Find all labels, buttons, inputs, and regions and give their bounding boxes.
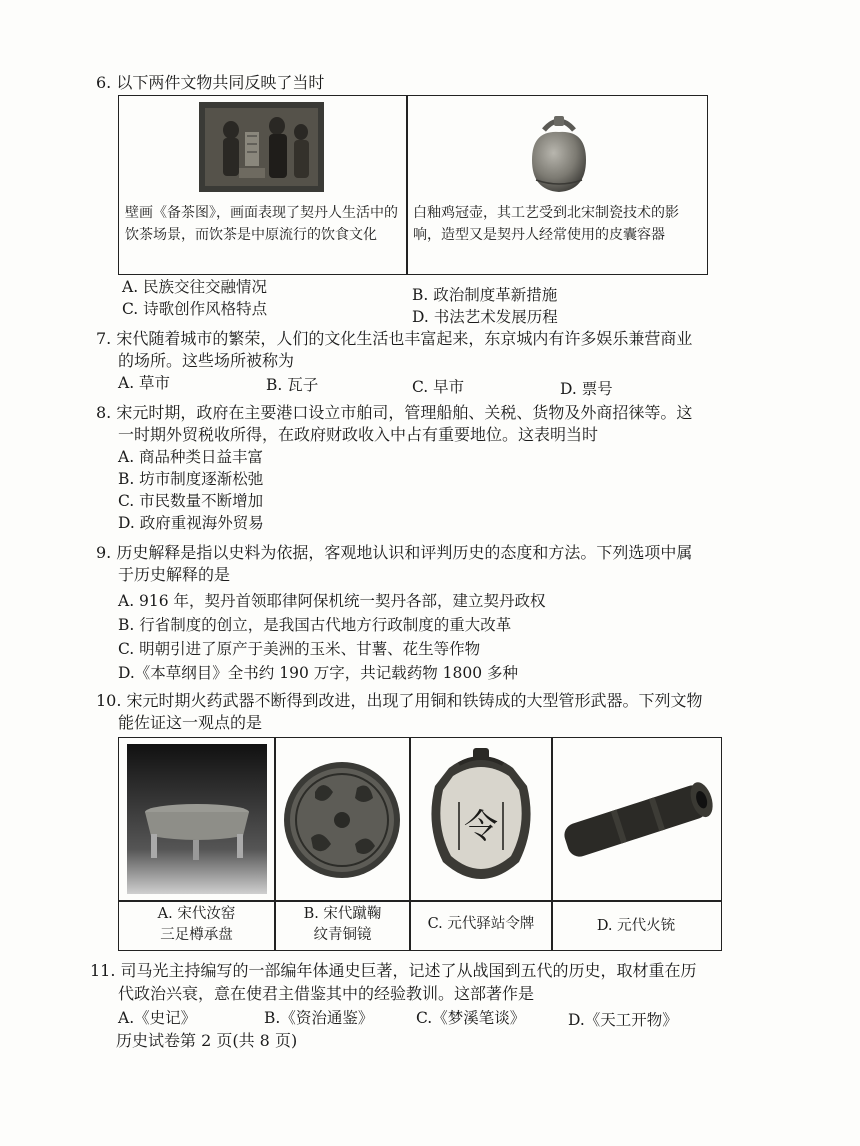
q8-option-c: C. 市民数量不断增加 <box>118 492 264 510</box>
yuan-post-station-token-image <box>419 746 543 894</box>
q11-option-d: D.《天工开物》 <box>568 1011 678 1029</box>
q7-option-b: B. 瓦子 <box>266 376 319 394</box>
q11-option-b: B.《资治通鉴》 <box>264 1009 374 1027</box>
q7-stem-line2: 的场所。这些场所被称为 <box>118 351 295 370</box>
q6-artifact-box <box>118 95 708 275</box>
q7-option-a: A. 草市 <box>118 374 171 392</box>
q11-option-c: C.《梦溪笔谈》 <box>416 1009 526 1027</box>
yuan-hand-cannon-image <box>555 748 717 894</box>
q7-option-c: C. 早市 <box>412 378 465 396</box>
q10-cell-b-line2: 纹青铜镜 <box>313 927 372 943</box>
q10-cell-a <box>119 904 274 946</box>
q8-stem-line2: 一时期外贸税收所得，在政府财政收入中占有重要地位。这表明当时 <box>118 425 599 444</box>
q9-option-b: B. 行省制度的创立，是我国古代地方行政制度的重大改革 <box>118 616 512 634</box>
q10-cell-b-line1: B. 宋代蹴鞠 <box>303 906 382 922</box>
q10-stem-line2: 能佐证这一观点的是 <box>118 713 263 732</box>
ru-ware-tripod-dish-image <box>127 744 267 894</box>
q6-option-b: B. 政治制度革新措施 <box>412 286 558 304</box>
q8-stem-line1: 8. 宋元时期，政府在主要港口设立市舶司，管理船舶、关税、货物及外商招徕等。这 <box>96 403 693 422</box>
page-footer: 历史试卷第 2 页(共 8 页) <box>116 1031 298 1050</box>
q10-artifact-table <box>118 737 722 951</box>
q8-option-d: D. 政府重视海外贸易 <box>118 514 264 532</box>
q6-stem: 6. 以下两件文物共同反映了当时 <box>96 73 325 92</box>
q10-cell-a-line2: 三足樽承盘 <box>160 927 233 943</box>
q9-stem-line1: 9. 历史解释是指以史料为依据，客观地认识和评判历史的态度和方法。下列选项中属 <box>96 543 693 562</box>
q11-option-a: A.《史记》 <box>118 1009 197 1027</box>
q7-option-d: D. 票号 <box>560 380 613 398</box>
q7-stem-line1: 7. 宋代随着城市的繁荣，人们的文化生活也丰富起来，东京城内有许多娱乐兼营商业 <box>96 329 693 348</box>
q9-stem-line2: 于历史解释的是 <box>118 565 231 584</box>
chicken-crest-pot-image <box>514 110 604 200</box>
q11-stem-line2: 代政治兴衰，意在使君主借鉴其中的经验教训。这部著作是 <box>118 984 535 1003</box>
mural-image <box>199 102 324 192</box>
q6-left-caption: 壁画《备茶图》，画面表现了契丹人生活中的饮茶场景，而饮茶是中原流行的饮食文化 <box>125 205 398 243</box>
q8-option-b: B. 坊市制度逐渐松弛 <box>118 470 264 488</box>
q6-option-d: D. 书法艺术发展历程 <box>412 308 558 326</box>
q6-option-c: C. 诗歌创作风格特点 <box>122 300 268 318</box>
q10-row-divider <box>119 900 721 902</box>
q10-cell-b <box>276 904 409 946</box>
q11-stem-line1: 11. 司马光主持编写的一部编年体通史巨著，记述了从战国到五代的历史，取材重在历 <box>90 961 697 980</box>
q10-cell-d: D. 元代火铳 <box>596 918 676 934</box>
cuju-bronze-mirror-image <box>279 748 405 892</box>
q10-stem-line1: 10. 宋元时期火药武器不断得到改进，出现了用铜和铁铸成的大型管形武器。下列文物 <box>96 691 703 710</box>
q6-right-caption: 白釉鸡冠壶，其工艺受到北宋制瓷技术的影响，造型又是契丹人经常使用的皮囊容器 <box>413 205 679 243</box>
q6-box-divider <box>406 96 408 274</box>
q9-option-a: A. 916 年，契丹首领耶律阿保机统一契丹各部，建立契丹政权 <box>118 592 546 610</box>
q8-option-a: A. 商品种类日益丰富 <box>118 448 264 466</box>
q6-option-a: A. 民族交往交融情况 <box>122 278 268 296</box>
token-glyph: 令 <box>464 807 498 847</box>
q10-cell-a-line1: A. 宋代汝窑 <box>157 906 236 922</box>
q9-option-d: D.《本草纲目》全书约 190 万字，共记载药物 1800 多种 <box>118 664 519 682</box>
q9-option-c: C. 明朝引进了原产于美洲的玉米、甘薯、花生等作物 <box>118 640 481 658</box>
q10-cell-c: C. 元代驿站令牌 <box>427 916 535 932</box>
